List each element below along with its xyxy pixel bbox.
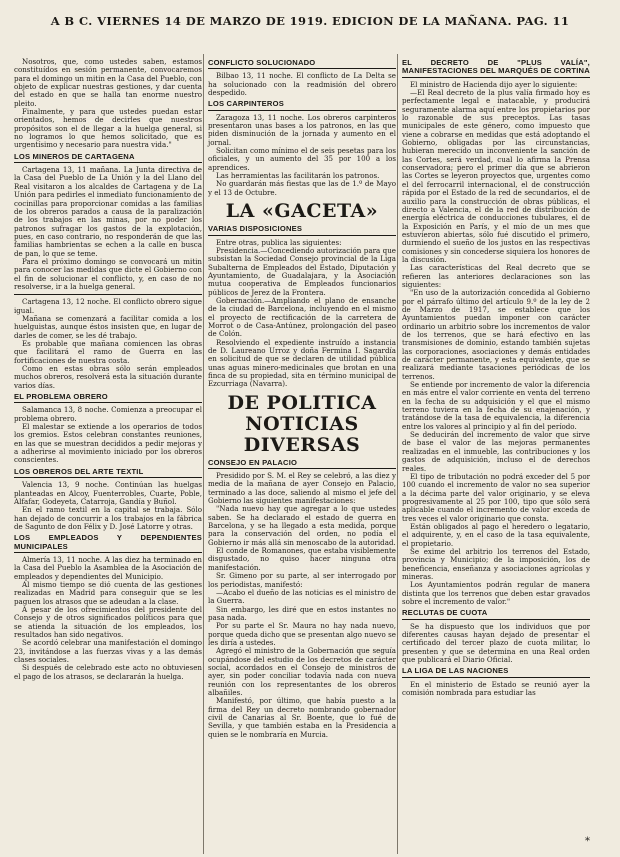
section-heading: EL PROBLEMA OBRERO <box>14 393 202 403</box>
corner-mark: * <box>585 836 590 847</box>
article-paragraph: Nosotros, que, como ustedes saben, estamos constituídos en sesión permanente, convocaremos para el domingo un mitin en la Casa del Pueblo, con objeto de explicar nuestras gestiones, y dar cuenta del estado en que se halla tan enorme nuestro pleito. <box>14 57 202 108</box>
article-paragraph: Agregó el ministro de la Gobernación que seguía ocupándose del estudio de los decretos de carácter social, acordados en el Consejo de ministros de ayer, sin poder conciliar todavía nada con nueva reunión con los representantes de los obreros albañiles. <box>208 646 396 697</box>
article-paragraph: "En uso de la autorización concedida al Gobierno por el párrafo último del artículo 9.º de la ley de 2 de Marzo de 1917, se establece que los Ayuntamientos puedan imponer con carácter ordinario un arbitrio sobre los incrementos de valor de los terrenos, que se hará efectivo en las transmisiones de dominio, estando también sujetas las corporaciones, asociaciones y demás entidades de carácter permanente, y esta equivalente, que se realizará mediante tasaciones periódicas de los terrenos. <box>402 288 590 381</box>
section-heading: EL DECRETO DE "PLUS VALÍA", MANIFESTACIONES DEL MARQUÉS DE CORTINA <box>402 59 590 78</box>
article-paragraph: Se deducirán del incremento de valor que sirve de base el valor de las mejoras permanentes realizadas en el inmueble, las contribuciones y los gastos de adquisición, incluso el de derechos reales. <box>402 430 590 473</box>
column-1 <box>14 58 202 681</box>
article-paragraph: Las herramientas las facilitarán los patronos. <box>216 171 380 181</box>
article-paragraph: "Nada nuevo hay que agregar a lo que ustedes saben. Se ha declarado el estado de guerra en Barcelona, y se ha llegado a esta medida, porque para la conservación del orden, no podía el Gobierno ir más allá sin menoscabo de la autoridad. <box>208 504 396 547</box>
column-divider <box>397 54 398 854</box>
article-paragraph: Para el próximo domingo se convocará un mitin para conocer las medidas que dicte el Gobierno con el fin de solucionar el conflicto, y, en caso de no resolverse, ir a la huelga general. <box>14 256 202 291</box>
article-paragraph: —Acabo el dueño de las noticias es el ministro de la Guerra. <box>208 587 396 606</box>
article-paragraph: En el ramo textil en la capital se trabaja. Sólo han dejado de concurrir a los trabajos en la fábrica de Sagunto de don Félix y D. José Latorre y otras. <box>14 505 202 531</box>
article-paragraph: Entre otras, publica las siguientes: <box>216 237 342 247</box>
column-divider <box>203 54 204 854</box>
article-paragraph: Es probable que mañana comiencen las obras que facilitará el ramo de Guerra en las fortificaciones de nuestra costa. <box>14 339 202 365</box>
column-2 <box>208 56 396 739</box>
section-rule <box>14 294 202 295</box>
article-paragraph: Presidencia.—Concediendo autorización para que subsistan la Sociedad Consejo provincial de la Liga Subalterna de Empleados del Estado, Diputación y Ayuntamiento, de Guadalajara, y la Asociación mutua cooperativa de Empleados funcionarios públicos de Jerez de la Frontera. <box>208 245 396 297</box>
article-paragraph: Zaragoza 13, 11 noche. Los obreros carpinteros presentaron unas bases a los patronos, en las que piden disminución de la jornada y aumento en el jornal. <box>208 112 396 147</box>
article-paragraph: Las características del Real decreto que se refieren las anteriores declaraciones son las siguientes: <box>402 263 590 289</box>
section-heading: LOS EMPLEADOS Y DEPENDIENTES MUNICIPALES <box>14 534 202 553</box>
article-paragraph: Los Ayuntamientos podrán regular de manera distinta que los terrenos que deben estar gravados sobre el incremento de valor." <box>402 580 590 606</box>
section-heading: CONFLICTO SOLUCIONADO <box>208 59 396 69</box>
article-paragraph: Se exime del arbitrio los terrenos del Estado, provincia y Municipio; de la imposición, los de beneficencia, enseñanza y asociaciones agrícolas y mineras. <box>402 546 590 581</box>
section-heading: LOS CARPINTEROS <box>208 100 396 110</box>
article-paragraph: Como en estas obras sólo serán empleados muchos obreros, resolverá esta la situación durante varios días. <box>14 364 202 390</box>
column-3 <box>402 56 590 697</box>
headline: LA «GACETA» <box>225 200 379 223</box>
article-paragraph: Manifestó, por último, que había puesto a la firma del Rey un decreto nombrando gobernador civil de Canarias al Sr. Boente, que lo fué de Sevilla, y que también estaba en la Presidencia a quien se le nombraría en Murcia. <box>208 696 396 739</box>
section-heading: RECLUTAS DE CUOTA <box>402 609 590 619</box>
section-heading: CONSEJO EN PALACIO <box>208 459 396 469</box>
article-paragraph: Se acordó celebrar una manifestación el domingo 23, invitándose a las fuerzas vivas y a las demás clases sociales. <box>14 638 202 665</box>
article-paragraph: Sr. Gimeno por su parte, al ser interrogado por los periodistas, manifestó: <box>208 571 396 589</box>
section-heading: VARIAS DISPOSICIONES <box>208 225 396 235</box>
article-paragraph: A pesar de los ofrecimientos del presidente del Consejo y de otros significados políticos para que se atienda la situación de los empleados, los resultados han sido negativos. <box>14 604 202 639</box>
article-paragraph: Si después de celebrado este acto no obtuviesen el pago de los atrasos, se declararán la huelga. <box>14 663 202 681</box>
article-paragraph: Cartagena 13, 12 noche. El conflicto obrero sigue igual. <box>14 297 202 315</box>
article-paragraph: Mañana se comenzará a facilitar comida a los huelguistas, aunque éstos insisten que, en lugar de darles de comer, se les dé trabajo. <box>14 313 202 340</box>
article-paragraph: Bilbao 13, 11 noche. El conflicto de La Delta se ha solucionado con la readmisión del obrero despedido. <box>208 71 396 98</box>
section-heading: LOS MINEROS DE CARTAGENA <box>14 153 202 163</box>
article-paragraph: Se entiende por incremento de valor la diferencia en más entre el valor corriente en venta del terreno en la fecha de su adquisición y el que el mismo terreno tuviera en la fecha de su enajenación, y tratándose de la tasa de equivalencia, la diferencia entre los valores al principio y al fin del período. <box>402 380 590 431</box>
article-paragraph: Al mismo tiempo se dió cuenta de las gestiones realizadas en Madrid para conseguir que se les paguen los atrasos que se adeudan a la clase. <box>14 579 202 606</box>
article-paragraph: Valencia 13, 9 noche. Continúan las huelgas planteadas en Alcoy, Fuenterrobles, Cuarte, Poble, Alfafar, Godeyeta, Catarroja, Gandía y Buñol. <box>14 480 202 506</box>
article-paragraph: Presidido por S. M. el Rey se celebró, a las diez y media de la mañana de ayer Consejo en Palacio, terminado a las doce, saliendo al mismo el jefe del Gobierno las siguientes manifestaciones: <box>208 471 396 506</box>
article-paragraph: Gobernación.—Ampliando el plano de ensanche de la ciudad de Barcelona, incluyendo en el mismo el proyecto de rectificación de la carretera de Morrot o de Casa-Antúnez, prolongación del paseo de Colón. <box>208 295 396 339</box>
article-paragraph: No guardarán más fiestas que las de 1.º de Mayo y el 13 de Octubre. <box>208 179 396 197</box>
article-paragraph: Finalmente, y para que ustedes puedan estar orientados, hemos de decirles que nuestros propósitos son el de llegar a la huelga general, si no logramos lo que hemos solicitado, que es urgentísimo y necesario para nuestra vida." <box>14 107 202 150</box>
article-paragraph: —El Real decreto de la plus valía firmado hoy es perfectamente legal e inatacable, y producirá seguramente alarma aquí entre los propietarios por lo razonable de sus preceptos. Las tasas municipales de este género, como impuesto que viene a cobrarse en medidas que está adoptando el Gobierno, obligadas por las circunstancias, hubieran merecido un inconveniente la sanción de las Cortes, será verdad, cual lo afirma la Prensa conservadora; pero el primer día que se abrieron las Cortes se leyeron proyectos que, urgentes como el del ferrocarril internacional, el de construcción rápida por el Estado de la red de secundarios, el de auxilio para la construcción de obras públicas, el directo a Valencia, el de la red de distribución de energía eléctrica de conducciones tubulares, el de la Exposición en París, y el mío de un mes que estuvieron abiertas, sólo fué discutido el primero, durmiendo el sueño de los justos en las respectivas comisiones y sin concederse siquiera los honores de la discusión. <box>402 88 590 264</box>
article-paragraph: Sin embargo, les diré que en estos instantes no pasa nada. <box>208 604 396 622</box>
section-heading: LOS OBREROS DEL ARTE TEXTIL <box>14 468 202 478</box>
article-paragraph: Salamanca 13, 8 noche. Comienza a preocupar el problema obrero. <box>14 405 202 423</box>
article-paragraph: El tipo de tributación no podrá exceder del 5 por 100 cuando el incremento de valor no sea superior a la décima parte del valor originario, y se eleva progresivamente al 25 por 100, tipo que sólo será aplicable cuando el incremento de valor exceda de tres veces el valor originario que consta. <box>402 471 590 523</box>
article-paragraph: Por su parte el Sr. Maura no hay nada nuevo, porque queda dicho que se presentan algo nuevo se les diría a ustedes. <box>208 621 396 647</box>
article-paragraph: Almería 13, 11 noche. A las diez ha terminado en la Casa del Pueblo la Asamblea de la Asociación de empleados y dependientes del Municipio. <box>14 554 202 581</box>
page-header: A B C. VIERNES 14 DE MARZO DE 1919. EDICION DE LA MAÑANA. PAG. 11 <box>50 14 570 28</box>
article-paragraph: Resolviendo el expediente instruído a instancia de D. Laureano Urroz y doña Fermina I. Sagardía en solicitud de que se declaren de utilidad pública unas aguas minero-medicinales que brotan en una finca de su propiedad, sita en término municipal de Ezcurriaga (Navarra). <box>208 337 396 389</box>
headline: DE POLITICA NOTICIAS DIVERSAS <box>227 391 377 456</box>
article-paragraph: El ministro de Hacienda dijo ayer lo siguiente: <box>410 79 578 89</box>
article-paragraph: El malestar se extiende a los operarios de todos los gremios. Estos celebran constantes reuniones, en las que se muestran decididos a pedir mejoras y a adherirse al movimiento iniciado por los obreros conscientes. <box>14 422 202 465</box>
article-paragraph: Están obligados al pago el heredero o legatario, el adquirente, y, en el caso de la tasa equivalente, el propietario. <box>402 521 590 548</box>
section-heading: LA LIGA DE LAS NACIONES <box>402 667 590 677</box>
article-paragraph: En el ministerio de Estado se reunió ayer la comisión nombrada para estudiar las <box>402 679 590 698</box>
article-paragraph: Cartagena 13, 11 mañana. La Junta directiva de la Casa del Pueblo de La Unión y la del Llano del Real visitaron a los alcaldes de Cartagena y de La Unión para pedirles el inmediato funcionamiento de cocinillas para proporcionar comidas a las familias de los obreros parados a causa de la paralización de los trabajos en las minas, por no poder los patronos sufragar los gastos de la explotación, pues, en caso contrario, no responderán de que las familias hambrientas se echen a la calle en busca de pan, lo que se teme. <box>14 165 202 258</box>
article-paragraph: Solicitan como mínimo el de seis pesetas para los oficiales, y un aumento del 35 por 100 a los aprendices. <box>208 146 396 172</box>
article-paragraph: Se ha dispuesto que los individuos que por diferentes causas hayan dejado de presentar el certificado del tercer plazo de cuota militar, lo presenten y que se determina en una Real orden que publicará el Diario Oficial. <box>402 621 590 665</box>
article-paragraph: El conde de Romanones, que estaba visiblemente disgustado, no quiso hacer ninguna otra manifestación. <box>208 546 396 572</box>
